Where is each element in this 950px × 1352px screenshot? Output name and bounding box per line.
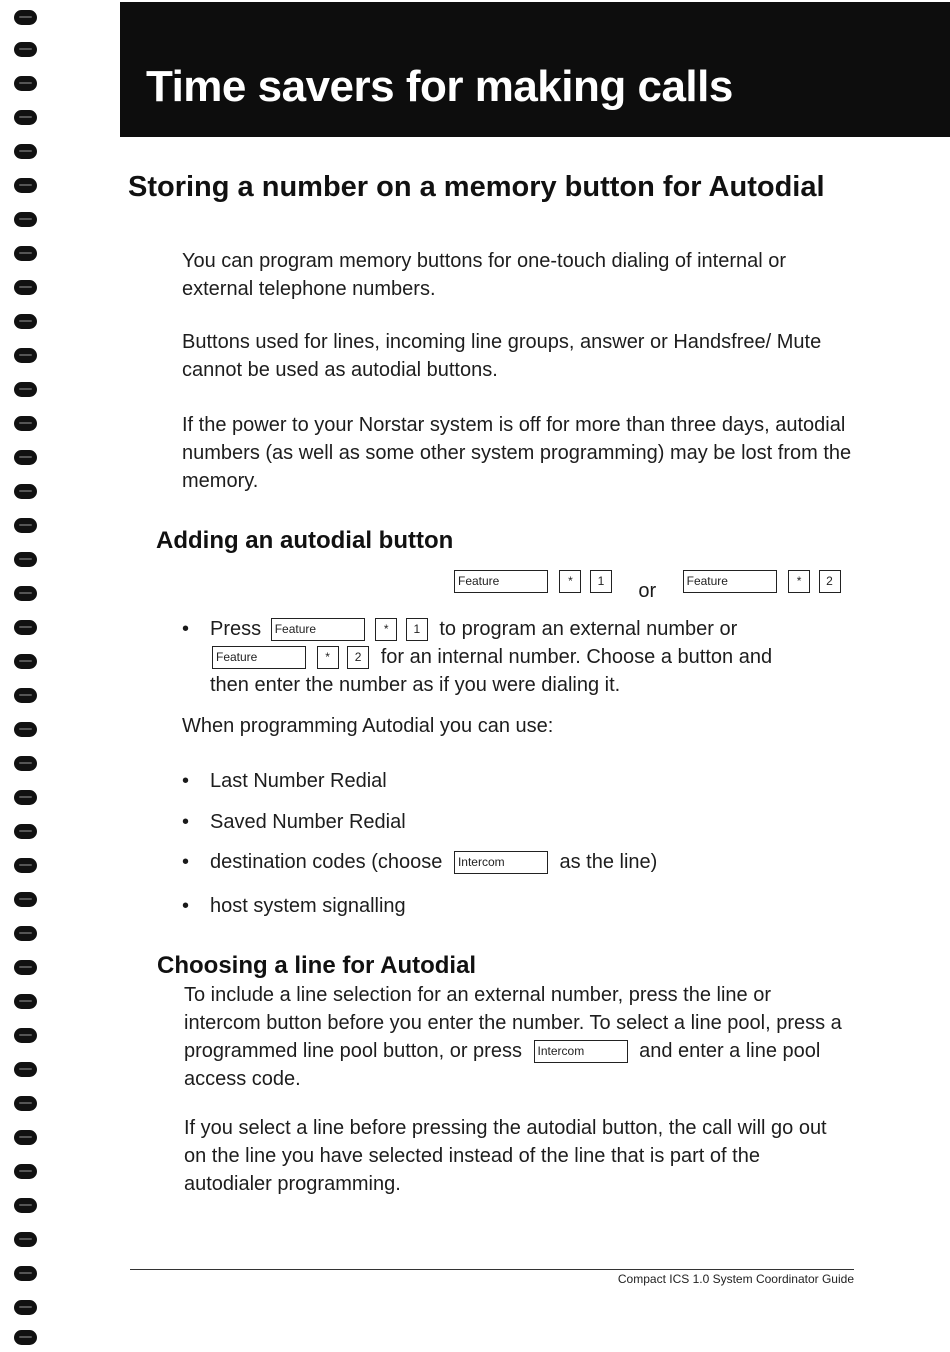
binding-ring [14,450,37,465]
bullet-glyph: • [182,895,190,917]
binding-ring [14,246,37,261]
intercom-key: Intercom [534,1040,628,1063]
one-key: 1 [590,570,612,593]
binding-ring [14,1300,37,1315]
binding-ring [14,314,37,329]
press-instruction-line1 [210,615,850,643]
star-key: * [788,570,810,593]
section-heading: Storing a number on a memory button for Autodial [128,171,825,203]
binding-ring [14,76,37,91]
two-key: 2 [819,570,841,593]
footer-text: Compact ICS 1.0 System Coordinator Guide [617,1272,854,1286]
binding-ring [14,518,37,533]
list-item-last-number-redial: Last Number Redial [210,770,387,792]
binding-ring [14,994,37,1009]
binding-ring [14,42,37,57]
key-sequence-row [454,570,841,602]
paragraph-line-before: If you select a line before pressing the autodial button, the call will go out on the line you have selected instead of the line that is part of the autodialer programming. [184,1117,827,1195]
star-key: * [375,618,397,641]
binding-ring [14,1028,37,1043]
bullet-glyph: • [182,618,190,640]
binding-ring [14,892,37,907]
line-selection-text-end: and enter a line pool access code. [184,1040,821,1090]
binding-ring [14,484,37,499]
binding-ring [14,960,37,975]
bullet-glyph: • [182,811,190,833]
star-key: * [559,570,581,593]
binding-ring [14,1330,37,1345]
feature-key: Feature [271,618,365,641]
binding-ring [14,790,37,805]
binding-ring [14,620,37,635]
one-key: 1 [406,618,428,641]
binding-ring [14,382,37,397]
paragraph-line-selection [184,981,849,1093]
paragraph-intro: You can program memory buttons for one-touch dialing of internal or external telephone numbers. [182,250,787,300]
binding-ring [14,824,37,839]
binding-ring [14,280,37,295]
subheading-choosing: Choosing a line for Autodial [157,952,477,979]
binding-ring [14,144,37,159]
press-instruction-line3: then enter the number as if you were dialing it. [210,674,621,696]
paragraph-power: If the power to your Norstar system is off for more than three days, autodial numbers (as well as some other system programming) may be lost from the memory. [182,414,852,492]
binding-ring [14,212,37,227]
binding-ring [14,1266,37,1281]
binding-ring [14,178,37,193]
binding-ring [14,722,37,737]
list-item-saved-number-redial: Saved Number Redial [210,811,406,833]
binding-ring [14,654,37,669]
destination-text: destination codes (choose [210,851,443,873]
feature-key: Feature [454,570,548,593]
star-key: * [317,646,339,669]
intercom-key: Intercom [454,851,548,874]
binding-ring [14,552,37,567]
binding-ring [14,1232,37,1247]
binding-ring [14,756,37,771]
chapter-banner [120,2,950,137]
binding-ring [14,1130,37,1145]
paragraph-buttons: Buttons used for lines, incoming line groups, answer or Handsfree/ Mute cannot be used as autodial buttons. [182,331,822,381]
feature-key: Feature [683,570,777,593]
two-key: 2 [347,646,369,669]
subheading-adding: Adding an autodial button [156,527,454,554]
binding-ring [14,586,37,601]
footer-rule [130,1269,854,1270]
press-text-2: for an internal number. Choose a button and [380,646,773,668]
binding-ring [14,1062,37,1077]
binding-ring [14,1198,37,1213]
line-selection-text: To include a line selection for an external number, press the line or intercom button before you enter the number. To select a line pool, press a programmed line pool button, or press [184,984,842,1062]
binding-ring [14,926,37,941]
binding-ring [14,348,37,363]
bullet-glyph: • [182,770,190,792]
binding-ring [14,110,37,125]
press-label: Press [210,618,262,640]
binding-ring [14,416,37,431]
binding-ring [14,1096,37,1111]
list-item-destination-codes [210,848,850,876]
press-text-1: to program an external number or [439,618,738,640]
binding-ring [14,688,37,703]
destination-text-end: as the line) [559,851,658,873]
feature-key: Feature [212,646,306,669]
binding-ring [14,10,37,25]
binding-ring [14,1164,37,1179]
bullet-glyph: • [182,851,190,873]
list-item-host-signalling: host system signalling [210,895,406,917]
spiral-binding [10,0,40,1352]
press-instruction-line2 [212,643,852,671]
or-label: or [638,580,657,602]
binding-ring [14,858,37,873]
autodial-intro: When programming Autodial you can use: [182,715,554,737]
chapter-title: Time savers for making calls [146,62,733,111]
